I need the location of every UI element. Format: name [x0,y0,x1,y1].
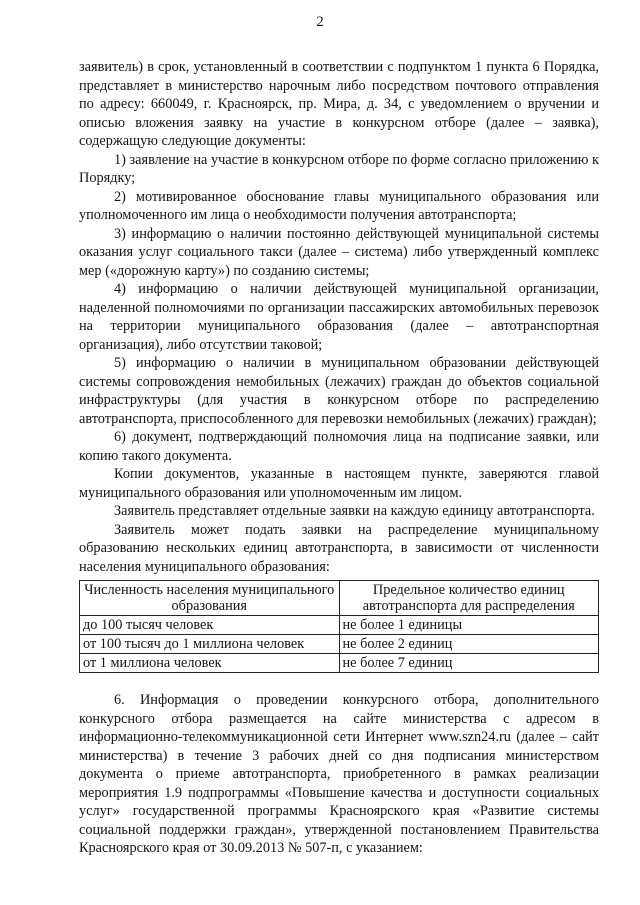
copies-paragraph: Копии документов, указанные в настоящем пункте, заверяются главой муниципального образования или уполномоченным им лицом. [79,466,599,501]
list-item-6: 6) документ, подтверждающий полномочия лица на подписание заявки, или копию такого документа. [79,429,599,464]
table-header-limit: Предельное количество единиц автотранспорта для распределения [339,581,599,616]
table-row [80,616,599,635]
separate-applications-paragraph: Заявитель представляет отдельные заявки на каждую единицу автотранспорта. [114,503,595,519]
list-item-4: 4) информацию о наличии действующей муниципальной организации, наделенной полномочиями по организации пассажирских автомобильных перевозок на территории муниципального образования (далее – автотранспортная организация), либо отсутствии таковой; [79,281,599,353]
document-body [79,58,599,858]
section-6-paragraph: 6. Информация о проведении конкурсного отбора, дополнительного конкурсного отбора размещается на сайте министерства с адресом в информационно-телекоммуникационной сети Интернет www.szn24.ru (далее – сайт министерства) в течение 3 рабочих дней со дня подписания министерством документа о приеме автотранспорта, приобретенного в рамках реализации мероприятия 1.9 подпрограммы «Повышение качества и доступности социальных услуг» государственной программы Красноярского края «Развитие системы социальной поддержки граждан», утвержденной постановлением Правительства Красноярского края от 30.09.2013 № 507-п, с указанием: [79,692,599,856]
list-item-3: 3) информацию о наличии постоянно действующей муниципальной системы оказания услуг социального такси (далее – система) либо утвержденный комплекс мер («дорожную карту») по созданию системы; [79,225,599,279]
table-header-row [80,581,599,616]
multiple-units-paragraph: Заявитель может подать заявки на распределение муниципальному образованию нескольких единиц автотранспорта, в зависимости от численности населения муниципального образования: [79,521,599,575]
page-number: 2 [316,14,324,30]
table-cell: не более 2 единиц [339,635,599,654]
list-item-5: 5) информацию о наличии в муниципальном образовании действующей системы сопровождения немобильных (лежачих) граждан до объектов социальной инфраструктуры (для участия в конкурсном отборе по распределению автотранспорта, приспособленного для перевозки немобильных (лежачих) граждан); [79,355,599,427]
table-cell: не более 7 единиц [339,654,599,673]
intro-paragraph: заявитель) в срок, установленный в соответствии с подпунктом 1 пункта 6 Порядка, представляет в министерство нарочным либо посредством почтового отправления по адресу: 660049, г. Красноярск, пр. Мира, д. 34, с уведомлением о вручении и описью вложения заявку на участие в конкурсном отборе (далее – заявка), содержащую следующие документы: [79,59,599,149]
table-row [80,654,599,673]
table-cell: от 1 миллиона человек [80,654,340,673]
list-item-1: 1) заявление на участие в конкурсном отборе по форме согласно приложению к Порядку; [79,151,599,186]
table-row [80,635,599,654]
table-cell: не более 1 единицы [339,616,599,635]
table-cell: до 100 тысяч человек [80,616,340,635]
list-item-2: 2) мотивированное обоснование главы муниципального образования или уполномоченного им лица о необходимости получения автотранспорта; [79,188,599,223]
table-header-population: Численность населения муниципального образования [80,581,340,616]
table-cell: от 100 тысяч до 1 миллиона человек [80,635,340,654]
population-limit-table [79,580,599,673]
